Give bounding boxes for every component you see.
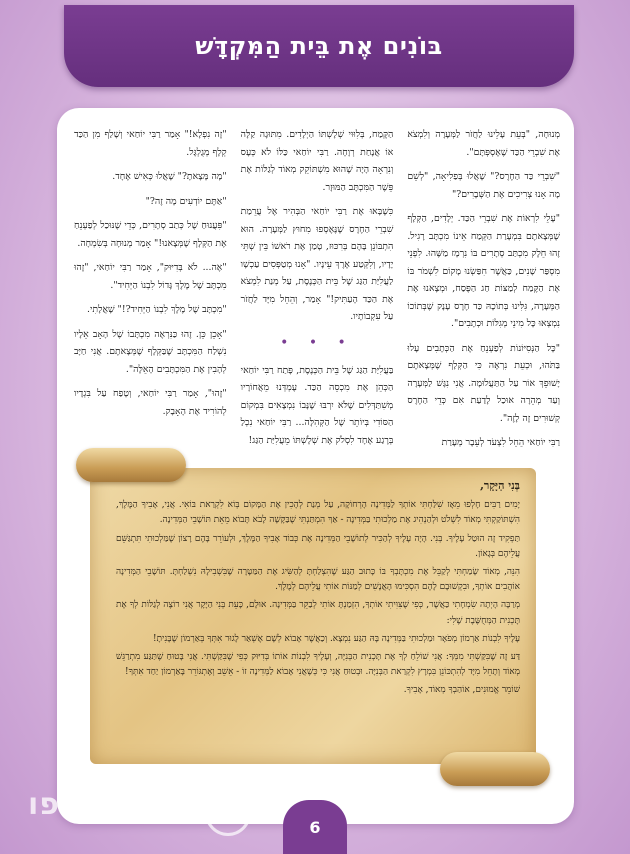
letter-text bbox=[116, 478, 520, 754]
scroll-roll-top bbox=[76, 448, 186, 482]
paragraph: "אַתֶּם יוֹדְעִים מָה זֶה?" bbox=[145, 195, 227, 207]
title-banner bbox=[64, 5, 574, 87]
paragraph: בַּעֲלִיַּת הַגַּג שֶׁל בֵּית הַכְּנֶסֶת, פָּתַח רַבִּי יוֹחַאי הַכְּהֵן אֶת מִכְסֵה הַכַּד. עֶמְדְּנוּ מֵאֲחוֹרָיו מְשִׁתַּדְּלִים שֶׁלֹּא יִרְבּוּ שֶׁנָּבוֹ נִמְצָאִים בִּמְקוֹם הַסּוֹדִי בְּיוֹתֵר שֶׁל הַקְּהִלָּה... רַבִּי יוֹחַאי נִכְלַ בְּרֶגַע אֶחָד לִסְלֹק אֶת שְׁלָשְׁתּוֹ מֵעֲלִיַּת הַגַּג! bbox=[240, 364, 394, 446]
watermark: חב"דאינפו bbox=[28, 787, 184, 822]
article-columns bbox=[73, 126, 560, 448]
paragraph: "אָכֵן כֵּן. זֶהוּ כַּנִּרְאֶה מִכְתָּבוֹ שֶׁל הָאָב אֵלָיו נִשְׁלַח הַמִּכְתָּב שֶׁבַּקְּלָף שֶׁמְּצָאתֶם. אֲנִי חַיָּב לְהָבִין אֶת הַמִּכְתָּבִים הָאֵלֶּה". bbox=[73, 328, 227, 375]
paragraph: "מָה מָּצָאתָ?" שָׁאֲלוּ כְּאִישׁ אֶחָד. bbox=[112, 171, 227, 182]
column-right bbox=[407, 126, 560, 448]
scroll-roll-bottom bbox=[440, 752, 550, 786]
page-number-tab bbox=[283, 800, 347, 854]
letter-paragraph: הִנֵּה, מְאוֹד שָׂמַחְתִּי לְקַבֵּל אֶת מִכְתָּבְךָ בּוֹ כָּתוּב הַגַּע שֶׁהִצְלַחְתָּ לְהַשִּׂיג אֶת הַמַּטָּרָה שֶׁבִּשְׁבִילָהּ נִשְׁלַחְתָּ. תּוֹשָׁבֵי הַמְּדִינָה אוֹהֲבִים אוֹתְךָ, וּבִקְשׁוּבָם לָהֶם הִסְכִּימוּ הָאֲנָשִׁים לְמַנּוֹת אוֹתִי עֲלֵיהֶם לְמֶלֶךְ. bbox=[116, 567, 520, 593]
letter-paragraph: יָמִים רַבִּים חָלְפוּ מֵאָז שִׁלַּחְתִּי אוֹתְךָ לַמְּדִינָה הָרְחוֹקָה, עַל מְנַת לְהָכִין אֶת הַמָּקוֹם בְּוֹא לִקְרַאת בּוֹאִי. אֲנִי, אָבִיךָ הַמֶּלֶךְ, הִשְׁתּוֹקַקְתִּי מְאוֹד לִשְׁלֹט וּלְהַנְהִיג אֶת מַלְכוּתִי בַּמְּדִינָה - אַךְ הִמְתַּנְתִּי שֶׁבַּקָּשָׁה לָבֹא תָּבוֹא מֵאֵת תּוֹשָׁבֵי הַמְּדִינָה. bbox=[116, 500, 520, 526]
paragraph: "זֶה נִפְלָא!" אָמַר רַבִּי יוֹחַאי וְשָׁלַף מִן הַכַּד קְלָף מְגֻלְגָּל. bbox=[73, 129, 227, 158]
watermark-logo-icon bbox=[205, 790, 251, 836]
column-middle bbox=[240, 126, 394, 446]
letter-paragraph: מְרַבָּה הָיְתָה שִׂמְחָתִי כַּאֲשֶׁר, כְּפִי שֶׁצִּוִּיתִי אוֹתְךָ, הִזְמַנְתָּ אוֹתִי לְבַקֵּר בַּמְּדִינָה. אוּלָם, כָּעֵת בְּנִי הַיָּקָר אֲנִי רוֹצֶה לְגַלּוֹת לְךָ אֶת תָּכְנִית הַמְּחֻשֶּׁבֶת שֶׁלִּי: bbox=[116, 600, 520, 626]
parchment-scroll bbox=[76, 448, 550, 786]
paragraph: "אֶה... לֹא בְּדִיּוּק", אָמַר רַבִּי יוֹחַאי, "זֶהוּ מִכְתָּב שֶׁל מֶלֶךְ גָּדוֹל לִבְנוֹ הַיְּחִיד". bbox=[73, 262, 227, 291]
page-number: 6 bbox=[309, 817, 321, 837]
paragraph: "זֶהוּ", אָמַר רַבִּי יוֹחַאי, וְטָפַח עַל בִּגְדָיו לְהוֹרִיד אֶת הָאָבָק. bbox=[73, 388, 227, 417]
paragraph: "עָלֵי לִרְאוֹת אֶת שִׁבְרֵי הַכַּד. יְלָדִים, הַקְּלָף שֶׁמְּצָאתֶם בִּמְעָרַת הַקְּמַח אֵינוֹ מִכְתָּב רָגִיל. זֶהוּ חֵלֶק מִכְתַּב סְתָרִים בּוֹ נִרְמָז מַשֶּׁהוּ. לִפְנֵי מִסְפַּר שָׁנִים, כַּאֲשֶׁר חִפַּשְׂנוּ מָקוֹם לִשְׁמֹר בּוֹ אֶת הַקֶּמַח לְמַצּוֹת חַג הַפֶּסַח, וּמְצָאנוּ אֶת הַמְּעָרָה, גִּלִּינוּ בְּתוֹכָהּ כַּד חֶרֶס עָנָק שֶׁבְּתוֹכוֹ נִמְצְאוּ כָּל מִינֵי מְגִלּוֹת וּכְתָבִים". bbox=[407, 213, 560, 329]
paragraph: "פִּעֲנוּחַ שֶׁל כְּתַב סְתָרִים, כְּדֵי שֶׁנּוּכַל לְפַעְנֵחַ אֶת הַקְּלָף שֶׁמְּצָאנוּ!" אָמַר מְנוּחָה בְּשִׂמְחָה. bbox=[73, 220, 227, 249]
letter-signature: שׁוֹמֵר אֱמוּנִים, אוֹהַבְךָ מְאוֹד, אָבִיךָ. bbox=[403, 685, 520, 696]
letter-paragraph: תַּפְקִיד זֶה הוּטַל עָלֶיךָ. בְּנִי. הָיָה עָלֶיךָ לְהַכִּיר לְתוֹשָׁבֵי הַמְּדִינָה אֶת כְּבוֹד אָבִיךָ הַמֶּלֶךְ, וּלְעוֹרֵר בָּהֶם רָצוֹן שֶׁמַּלְכוּתִי תִּתְגַּשֵּׁם עֲלֵיהֶם בְּגָאוֹן. bbox=[116, 533, 520, 559]
letter-paragraph: עָלֶיךָ לִבְנוֹת אַרְמוֹן מְפֹאָר וּמַלְכוּתִי בַּמְּדִינָה בָּהּ הַגַּע נִמְצָא. וְכַאֲשֶׁר אָבוֹא לְשָׁם אֶשְׁאַר לָגוּר אִתְּךָ בְּאַרְמוֹן שֶׁבָּנִיתָ! bbox=[153, 633, 520, 644]
paragraph: הַקֶּמַח, בְּלִוּוּי שְׁלָשְׁתּוֹ הַיְלָדִים. מִתּוּגָה קַלָּה אוֹ אֲנָחַת רְוָחָה. רַבִּי יוֹחַאי כַּלּוֹ לֹא כְּעָס וְנִרְאָה הָיָה שֶׁהוּא מִשְׁתּוֹקֵק מְאוֹד לְגַלּוֹת אֶת פֵּשֶׁר הַמִּכְתָּב הַמּוּזָר. bbox=[240, 129, 394, 193]
letter-greeting: בְּנִי הַיָּקָר, bbox=[480, 479, 520, 492]
paragraph: כִּשֶׁבָּאוּ אֶת רַבִּי יוֹחַאי הַבְּהִיר אֶל עֲרֵמַת שִׁבְרֵי הַחֶרֶס שֶׁנֶּאֶסְפוּ מִחוּץ לַמְּעָרָה. הוּא הִתְבּוֹנֵן בָּהֶם בְּרִכּוּז, טָמַן אֶת רֹאשׁוֹ בֵּין שְׁתֵּי יָדָיו, וְלִקְּטַע אֶרֶךְ עֵינָיו. "אָנוּ מְטַפְּסִים עַכְשָׁו לַעֲלִיַּת הַגַּג שֶׁל בֵּית הַכְּנֶסֶת, עַל מְנַת לִמְצֹא אֶת הַכַּד הָעַתִּיק!" אָמַר, וְהֵחֵל מִיָּד לַחֲזֹר עַל עִקְבוֹתָיו. bbox=[240, 206, 394, 322]
paragraph: מְנוּחָה, "בְּעֵת עָלֵינוּ לַחֲזֹר לַמְּעָרָה וְלִמְצֹא אֶת שִׁבְרֵי הַכַּד שֶׁאֶסְפְּתָּם". bbox=[407, 129, 560, 158]
letter-paragraph: דַּע זֶה שֶׁבִּקַּשְׁתִּי מִמְּךָ: אֲנִי שׁוֹלֵחַ לְךָ אֶת תָּכְנִית הַבְּנִיָּה, וְעָלֶיךָ לִבְנוֹת אוֹתוֹ בְּדִיּוּק כְּפִי שֶׁבִּקַּשְׁתִּי. אֲנִי בָּטוּחַ שֶׁתַּגַּע מִתְרַגֵּשׁ מְאוֹד וְתָחֵל מִיָּד לְהִתְכּוֹנֵן בִּמְרָץ לִקְרַאת הַבְּנִיָּה. וּבְטוּחַ אֲנִי כִּי כְּשֶׁאֲנִי אָבוֹא לַמְּדִינָה זוֹ - אֵשֵׁב וְאֶתְגּוֹרֵר בָּאַרְמוֹן יַחַד אִתְּךָ! bbox=[116, 652, 520, 678]
page-title: בּוֹנִים אֶת בֵּית הַמִּקְדָּשׁ bbox=[195, 32, 443, 60]
paragraph: "שִׁבְרֵי כַּד הַחֶרֶס?" שָׁאֲלוּ בְּפַלִיאָה, "לְשֵׁם מָה אָנוּ צְרִיכִים אֶת הַשְּׁבָרִים?" bbox=[407, 171, 560, 200]
section-divider: • • • bbox=[280, 334, 354, 351]
paragraph: רַבִּי יוֹחַאי הֵחֵל לִצְעֹד לְעֵבֶר מְעָרַת bbox=[441, 437, 560, 448]
paragraph: "מִכְתָּב שֶׁל מֶלֶךְ לִבְנוֹ הַיְּחִיד?!" שָׁאֲלָתִי. bbox=[87, 304, 227, 315]
column-left bbox=[74, 126, 227, 436]
paragraph: "כָּל הַנְּסִיּוֹנוֹת לְפַעְנֵחַ אֶת הַכְּתָבִים עָלוּ בַּתֹּהוּ, וּכְעֵת נִרְאֶה כִּי הַקְּלָף שֶׁמְּצָאתֶם יָשׁוּפֵךְ אוֹר עַל הַתַּעֲלוּמָה. אֲנִי נִגָּשׁ לַמְּעָרָה וְעַד מְהֵרָה אוּכַל לָדַעַת אִם כְּדֵי הַחֶרֶס קְשׁוּרִים זֶה לָזֶה". bbox=[407, 342, 560, 424]
